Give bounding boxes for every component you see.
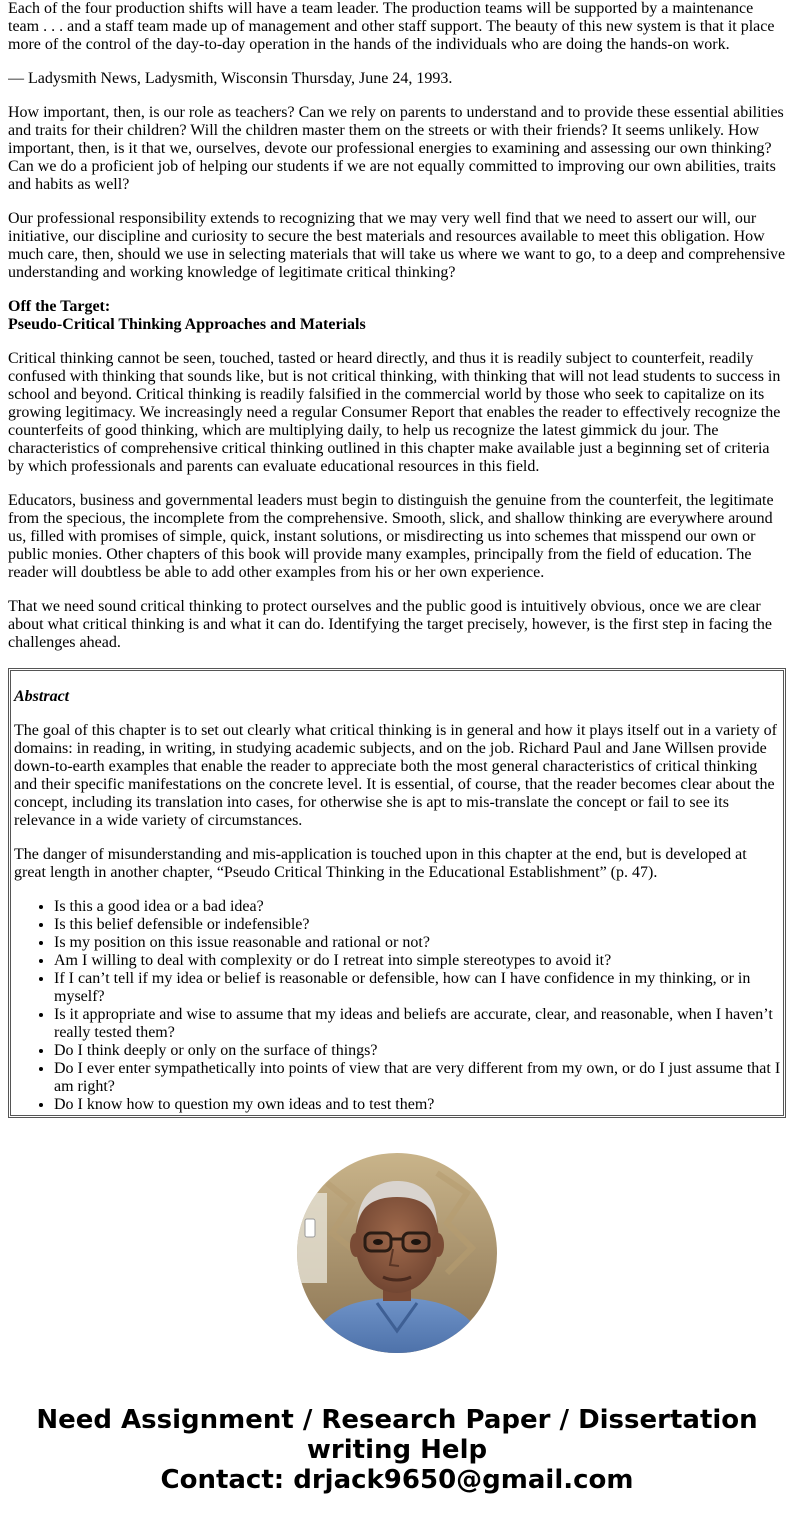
abstract-paragraph-goal: The goal of this chapter is to set out clearly what critical thinking is in general and how it plays itself out in a variety of domains: in reading, in writing, in studying academic subjects, and on the job. Richard Paul and Jane Willsen provide down-to-earth examples that enable the reader to appreciate both the most general characteristics of critical thinking and their specific manifestations on the concrete level. It is essential, of course, that the reader becomes clear about the concept, including its translation into cases, for otherwise she is apt to mis-translate the concept or fail to see its relevance in a wide variety of circumstances.	[14, 722, 777, 829]
promo-contact: Contact: drjack9650@gmail.com	[160, 1465, 634, 1495]
section-heading-line2: Pseudo-Critical Thinking Approaches and Materials	[8, 316, 366, 333]
citation: — Ladysmith News, Ladysmith, Wisconsin Thursday, June 24, 1993.	[8, 70, 453, 87]
section-heading	[8, 298, 786, 334]
abstract-paragraph-danger: The danger of misunderstanding and mis-application is touched upon in this chapter at the end, but is developed at great length in another chapter, “Pseudo Critical Thinking in the Educational Establishment” (p. 47).	[14, 846, 747, 881]
paragraph-responsibility: Our professional responsibility extends to recognizing that we may very well find that we need to assert our will, our initiative, our discipline and curiosity to secure the best materials and resources available to meet this obligation. How much care, then, should we use in selecting materials that will take us where we want to go, to a deep and comprehensive understanding and working knowledge of legitimate critical thinking?	[8, 210, 786, 281]
abstract-title: Abstract	[14, 688, 70, 705]
list-item: • Is my position on this issue reasonable and rational or not?	[54, 934, 782, 952]
list-item: • Do I know how to question my own ideas and to test them?	[54, 1096, 782, 1114]
questions-list	[14, 898, 782, 1114]
list-item: • Am I willing to deal with complexity or do I retreat into simple stereotypes to avoid it?	[54, 952, 782, 970]
paragraph-teachers: How important, then, is our role as teachers? Can we rely on parents to understand and to provide these essential abilities and traits for their children? Will the children master them on the streets or with their friends? It seems unlikely. How important, then, is it that we, ourselves, devote our professional energies to examining and assessing our own thinking? Can we do a proficient job of helping our students if we are not equally committed to improving our own abilities, traits and habits as well?	[8, 104, 784, 193]
intro-paragraph: Each of the four production shifts will have a team leader. The production teams will be supported by a maintenance team . . . and a staff team made up of management and other staff support. The beauty of this new system is that it place more of the control of the day-to-day operation in the hands of the individuals who are doing the hands-on work.	[8, 0, 775, 53]
promo-text	[0, 1405, 794, 1495]
list-item: • Is it appropriate and wise to assume that my ideas and beliefs are accurate, clear, and reasonable, when I haven’t really tested them?	[54, 1006, 782, 1042]
list-item: • Is this a good idea or a bad idea?	[54, 898, 782, 916]
promo-line2: writing Help	[306, 1435, 488, 1465]
avatar	[297, 1153, 497, 1353]
section-heading-line1: Off the Target:	[8, 298, 111, 315]
list-item: • Do I ever enter sympathetically into points of view that are very different from my own, or do I just assume that I am right?	[54, 1060, 782, 1096]
paragraph-target: That we need sound critical thinking to protect ourselves and the public good is intuitively obvious, once we are clear about what critical thinking is and what it can do. Identifying the target precisely, however, is the first step in facing the challenges ahead.	[8, 598, 773, 651]
avatar-photo-icon	[297, 1153, 497, 1353]
list-item: • Do I think deeply or only on the surface of things?	[54, 1042, 782, 1060]
abstract-box	[8, 668, 786, 1118]
list-item: • If I can’t tell if my idea or belief is reasonable or defensible, how can I have confidence in my thinking, or in myself?	[54, 970, 782, 1006]
list-item: • Is this belief defensible or indefensible?	[54, 916, 782, 934]
paragraph-educators: Educators, business and governmental leaders must begin to distinguish the genuine from the counterfeit, the legitimate from the specious, the incomplete from the comprehensive. Smooth, slick, and shallow thinking are everywhere around us, filled with promises of simple, quick, instant solutions, or misdirecting us into schemes that misspend our own or public monies. Other chapters of this book will provide many examples, principally from the field of education. The reader will doubtless be able to add other examples from his or her own experience.	[8, 492, 774, 581]
article-content	[8, 0, 786, 1122]
promo-line1: Need Assignment / Research Paper / Dissertation	[36, 1405, 758, 1435]
promo-footer	[0, 1122, 794, 1523]
paragraph-counterfeit: Critical thinking cannot be seen, touched, tasted or heard directly, and thus it is readily subject to counterfeit, readily confused with thinking that sounds like, but is not critical thinking, with thinking that will not lead students to success in school and beyond. Critical thinking is readily falsified in the commercial world by those who seek to capitalize on its growing legitimacy. We increasingly need a regular Consumer Report that enables the reader to effectively recognize the counterfeits of good thinking, which are multiplying daily, to help us recognize the latest gimmick du jour. The characteristics of comprehensive critical thinking outlined in this chapter make available just a beginning set of criteria by which professionals and parents can evaluate educational resources in this field.	[8, 350, 781, 475]
